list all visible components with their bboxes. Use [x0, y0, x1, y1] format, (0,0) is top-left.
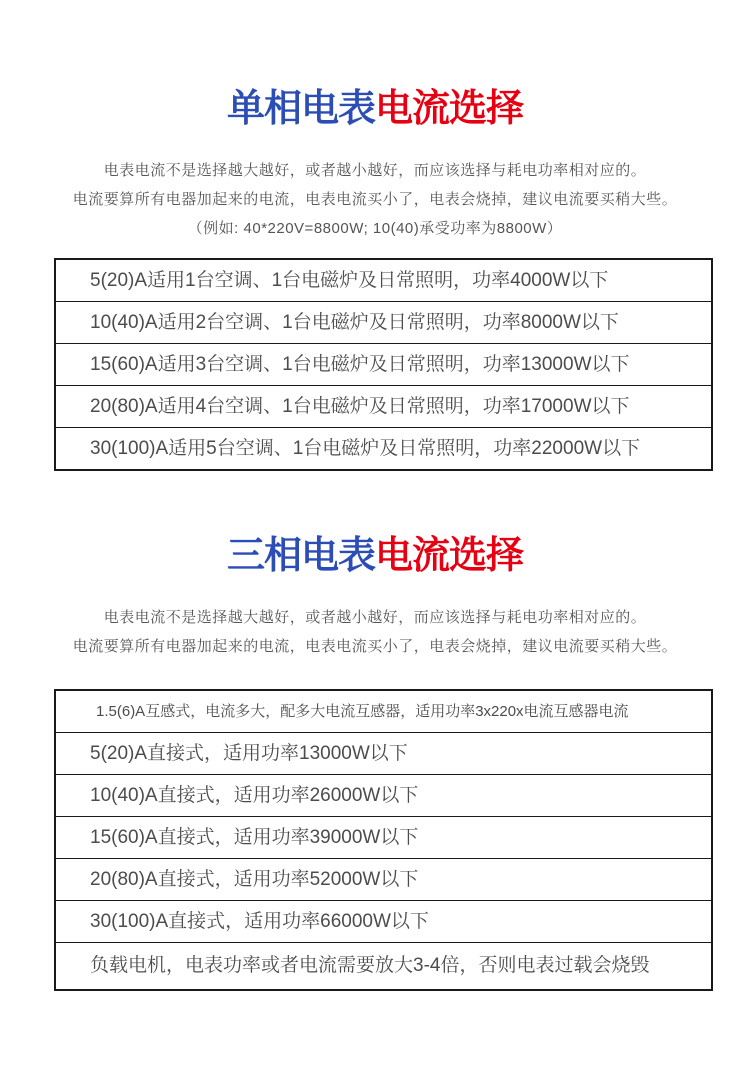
intro-line: 电表电流不是选择越大越好，或者越小越好，而应该选择与耗电功率相对应的。	[103, 162, 647, 179]
section-three-phase	[0, 533, 750, 991]
intro-line: 电流要算所有电器加起来的电流，电表电流买小了，电表会烧掉，建议电流要买稍大些。	[72, 638, 678, 655]
section-single-phase	[0, 0, 750, 471]
table-row: 30(100)A适用5台空调、1台电磁炉及日常照明，功率22000W以下	[90, 438, 641, 459]
intro-line: 电流要算所有电器加起来的电流，电表电流买小了，电表会烧掉，建议电流要买稍大些。	[72, 191, 678, 208]
three-phase-intro-paragraph	[0, 603, 750, 661]
intro-line: （例如: 40*220V=8800W; 10(40)承受功率为8800W）	[187, 220, 563, 237]
table-row: 1.5(6)A互感式，电流多大，配多大电流互感器，适用功率3x220x电流互感器电流	[56, 691, 711, 733]
table-row: 30(100)A直接式，适用功率66000W以下	[56, 901, 711, 943]
table-row: 10(40)A适用2台空调、1台电磁炉及日常照明，功率8000W以下	[56, 302, 711, 344]
single-phase-title-blue-part: 单相电表	[226, 88, 375, 130]
table-row: 15(60)A适用3台空调、1台电磁炉及日常照明，功率13000W以下	[56, 344, 711, 386]
single-phase-title	[0, 0, 750, 132]
intro-line: 电表电流不是选择越大越好，或者越小越好，而应该选择与耗电功率相对应的。	[103, 609, 647, 626]
table-row: 负载电机，电表功率或者电流需要放大3-4倍，否则电表过载会烧毁	[90, 955, 650, 976]
three-phase-spec-table	[54, 689, 713, 991]
table-row: 20(80)A适用4台空调、1台电磁炉及日常照明，功率17000W以下	[56, 386, 711, 428]
three-phase-title	[0, 533, 750, 579]
three-phase-title-red-part: 电流选择	[375, 535, 524, 577]
single-phase-title-red-part: 电流选择	[375, 88, 524, 130]
table-row: 15(60)A直接式，适用功率39000W以下	[56, 817, 711, 859]
table-row: 10(40)A直接式，适用功率26000W以下	[56, 775, 711, 817]
table-row: 5(20)A直接式，适用功率13000W以下	[56, 733, 711, 775]
table-row: 5(20)A适用1台空调、1台电磁炉及日常照明，功率4000W以下	[56, 260, 711, 302]
single-phase-intro-paragraph	[0, 156, 750, 243]
table-row: 20(80)A直接式，适用功率52000W以下	[56, 859, 711, 901]
three-phase-title-blue-part: 三相电表	[226, 535, 375, 577]
single-phase-spec-table	[54, 258, 713, 471]
